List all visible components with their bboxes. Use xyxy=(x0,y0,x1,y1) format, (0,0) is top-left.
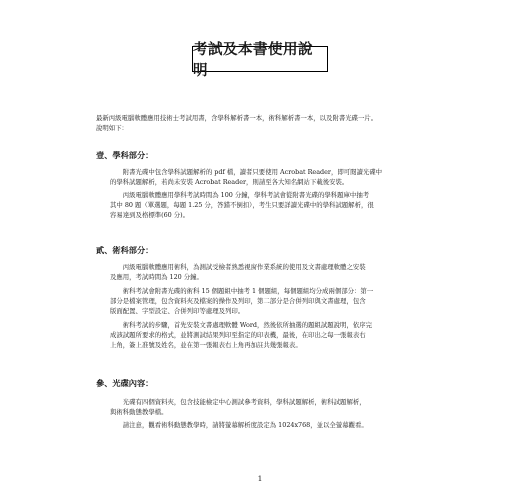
paragraph-line: 成該試題所要求的格式，並將測試結果列印至指定的印表機，最後，在印出之每一張報表右 xyxy=(110,331,366,340)
paragraph-line: 容易達到及格標準(60 分)。 xyxy=(110,211,190,220)
paragraph-line: 及應用，考試時間為 120 分鐘。 xyxy=(110,273,203,282)
paragraph-line: 請注意，觀看術科動態教學時，請將螢幕解析度設定為 1024x768，並以全螢幕觀看。 xyxy=(110,421,368,429)
paragraph-line: 光碟有四個資料夾，包含技能檢定中心測試參考資料，學科試題解析，術科試題解析， xyxy=(110,398,366,406)
paragraph-line: 的學科試題解析，若尚未安裝 Acrobat Reader，則請至各大知名網站下載後安裝。 xyxy=(110,178,349,187)
section-paragraph xyxy=(110,262,366,282)
section-paragraph xyxy=(110,286,373,317)
paragraph-line: 附書光碟中包含學科試題解析的 pdf 檔，讀者只要使用 Acrobat Reader，即可閱讀光碟中 xyxy=(110,168,383,176)
paragraph-line: 丙級電腦軟體應用術科，為測試受檢者熟悉視窗作業系統的使用及文書處理軟體之安裝 xyxy=(110,263,366,271)
section-paragraph xyxy=(110,420,368,430)
paragraph-line: 上角，簽上准號及姓名，並在第一張報表右上角再加註共幾張報表。 xyxy=(110,341,302,350)
section-paragraph xyxy=(110,320,372,351)
paragraph-line: 部分是檔案管理，包含資料夾及檔案的操作及列印，第二部分是合併列印與文書處理，包含 xyxy=(110,297,366,306)
section-paragraph xyxy=(110,190,374,221)
document-title: 考試及本書使用說明 xyxy=(192,46,328,72)
section-heading-disc-contents: 參、光碟內容： xyxy=(96,378,154,388)
paragraph-line: 術科考試會附書光碟的術科 15 個題組中抽考 1 個題組，每個題組均分成兩個部分：第一 xyxy=(110,287,374,295)
paragraph-line: 其中 80 題（單選題，每題 1.25 分，答錯不倒扣），考生只要詳讀光碟中的學科試題解析，很 xyxy=(110,201,374,210)
paragraph-line: 丙級電腦軟體應用學科考試時間為 100 分鐘，學科考試會從附書光碟的學科題庫中抽考 xyxy=(110,191,370,199)
section-heading-practical-exam: 貳、術科部分： xyxy=(96,245,154,255)
section-paragraph xyxy=(110,397,366,417)
paragraph-line: 與術科動態教學檔。 xyxy=(110,408,168,417)
paragraph-line: 版面配置、字型設定、合併列印等處理及列印。 xyxy=(110,307,245,316)
intro-line: 最新丙級電腦軟體應用技術士考試用書，含學科解析書一本，術科解析書一本，以及附書光碟一片。 xyxy=(96,114,378,122)
intro-paragraph xyxy=(96,113,377,133)
paragraph-line: 術科考試的步驟，首先安裝文書處理軟體 Word，然後依所抽選的題組試題說明，依序完 xyxy=(110,321,373,329)
intro-line: 說明如下： xyxy=(96,124,128,133)
section-heading-written-exam: 壹、學科部分： xyxy=(96,150,154,160)
section-paragraph xyxy=(110,167,382,187)
page-number: 1 xyxy=(257,474,263,483)
